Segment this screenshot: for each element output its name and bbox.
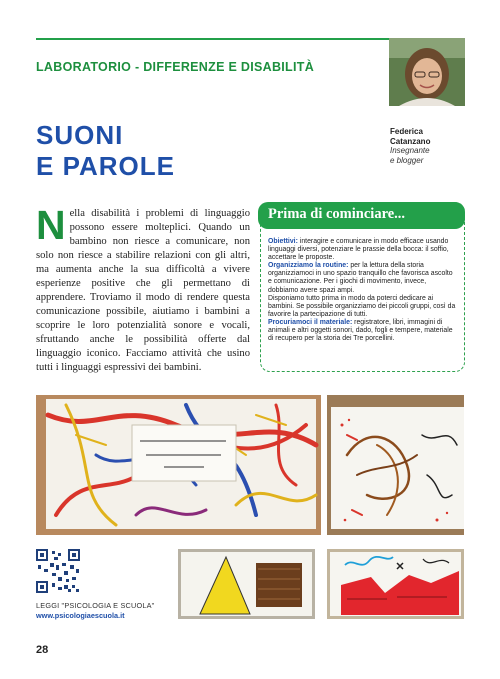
author-role-line-2: e blogger	[390, 155, 424, 165]
article-title	[36, 120, 175, 182]
box-item-label: Procuriamoci il materiale:	[268, 318, 353, 326]
box-item-text: registratore, libri, immagini di animali e altri oggetti sonori, dado, fogli e tempere, materiale di recupero per la storia dei Tre porcellini.	[268, 318, 453, 343]
drop-cap: N	[36, 202, 66, 248]
photo-red-collage	[327, 549, 464, 619]
website-link[interactable]: www.psicologiaescuola.it	[36, 611, 125, 620]
section-kicker	[36, 60, 314, 74]
box-item	[268, 295, 458, 319]
article-body	[36, 202, 250, 373]
author-role-line-1: Insegnante	[390, 146, 430, 155]
kicker-primary: LABORATORIO	[36, 60, 132, 74]
kicker-secondary: DIFFERENZE E DISABILITÀ	[143, 60, 315, 74]
article-body-text: ella disabilità i problemi di linguaggio possono essere molteplici. Quando un bambino non riesce a comunicare, non solo non riesce a stabilire relazioni con gli altri, ma aumenta anche la sua difficoltà a vivere esperienze positive che gli permettano di apprendere. Troviamo il modo di rendere questa comunicazione possibile, aiutiamo i bambini a scoprire le loro potenzialità sonore e vocali, sfruttando anche le possibilità offerte dal linguaggio iconico. Facciamo attività che usino tutti i linguaggi espressivi dei bambini.	[36, 208, 250, 373]
intro-box-body	[268, 238, 458, 368]
box-item	[268, 262, 458, 294]
kicker-separator: -	[134, 60, 140, 74]
author-name	[390, 127, 430, 146]
box-item-label: Organizziamo la routine:	[268, 262, 349, 270]
intro-box-title: Prima di cominciare...	[268, 206, 406, 222]
author-role	[390, 146, 430, 165]
box-item-text: Disponiamo tutto prima in modo da poterci dedicare ai bambini. Se possibile organizziamo dei piccoli gruppi, così da favorire la partecipazione di tutti.	[268, 294, 456, 318]
title-line-1: SUONI	[36, 120, 124, 150]
box-item	[268, 319, 458, 343]
title-line-2: E PAROLE	[36, 151, 175, 181]
box-item-label: Obiettivi:	[268, 238, 298, 245]
page-number: 28	[36, 644, 49, 656]
author-last-name: Catanzano	[390, 136, 431, 146]
box-item	[268, 238, 458, 262]
qr-code[interactable]	[36, 549, 80, 593]
author-portrait-image	[389, 38, 465, 106]
box-item-text: interagire e comunicare in modo efficace usando linguaggi diversi, potenziare le prassie della bocca: il soffio, accettare le proposte.	[268, 238, 449, 262]
author-photo	[389, 38, 465, 106]
box-item-text: per la lettura della storia organizziamoci in uno spazio tranquillo che favorisca ascolto e comunicazione. Per i giochi di movimento, invece, dobbiamo avere spazi ampi.	[268, 262, 453, 294]
qr-code-icon	[36, 549, 80, 593]
photo-shapes-drawing	[178, 549, 315, 619]
author-first-name: Federica	[390, 127, 423, 136]
read-magazine-label: LEGGI "PSICOLOGIA E SCUOLA"	[36, 601, 155, 610]
photo-painting-large	[36, 395, 321, 535]
photo-drawing-scribbles	[327, 395, 464, 535]
